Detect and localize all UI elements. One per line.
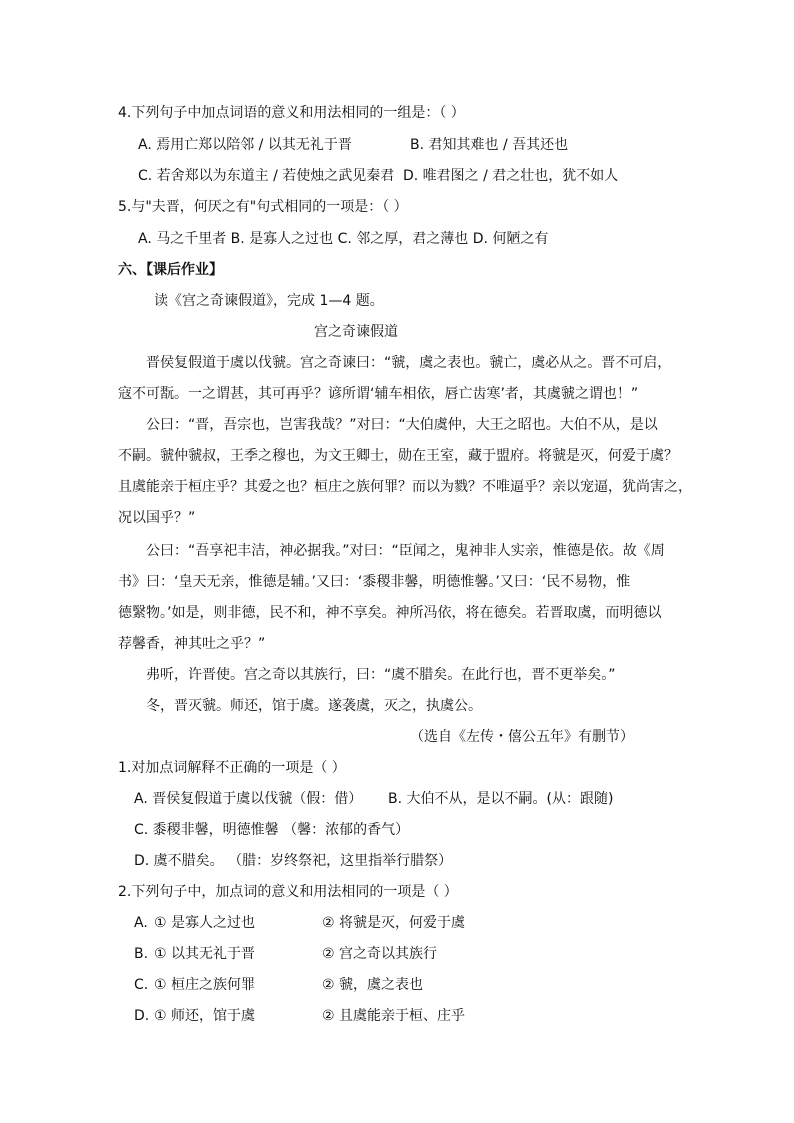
q5-stem: 5.与"夫晋，何厌之有"句式相同的一项是：（ ） — [118, 199, 408, 215]
passage-line: 且虞能亲于桓庄乎？其爱之也？桓庄之族何罪？而以为戮？不唯逼乎？亲以宠逼，犹尚害之， — [118, 479, 692, 495]
passage-line: 况以国乎？” — [118, 510, 196, 526]
q4-option-a: A. 焉用亡郑以陪邻 / 以其无礼于晋 — [138, 137, 352, 153]
passage-line: 寇不可翫。一之谓甚，其可再乎？谚所谓‘辅车相依，唇亡齿寒’者，其虞虢之谓也！” — [118, 386, 639, 402]
hw2-row-b: ② 将虢是灭，何爱于虞 — [322, 915, 466, 931]
hw2-row-a: ① 师还，馆于虞 — [154, 1008, 256, 1024]
hw2-row-label: B. — [134, 946, 149, 962]
hw2-row-a: ① 是寡人之过也 — [154, 915, 256, 931]
q4-option-c: C. 若舍郑以为东道主 / 若使烛之武见秦君 — [138, 168, 395, 184]
hw1-option-c: C. 黍稷非馨，明德惟馨 （馨：浓郁的香气） — [134, 822, 410, 838]
passage-line: 晋侯复假道于虞以伐虢。宫之奇谏曰：“虢，虞之表也。虢亡，虞必从之。晋不可启， — [146, 355, 672, 371]
passage-line: 弗听，许晋使。宫之奇以其族行，曰：“虞不腊矣。在此行也，晋不更举矣。” — [146, 667, 616, 683]
section-heading: 六、【课后作业】 — [118, 262, 223, 278]
passage-title: 宫之奇谏假道 — [314, 324, 398, 340]
passage-line: 冬，晋灭虢。师还，馆于虞。遂袭虞，灭之，执虞公。 — [146, 698, 482, 714]
hw1-option-b: B. 大伯不从，是以不嗣。(从：跟随) — [388, 791, 614, 807]
passage-line: 德繄物。’如是，则非德，民不和，神不享矣。神所冯依，将在德矣。若晋取虞，而明德以 — [118, 605, 662, 621]
q4-option-b: B. 君知其难也 / 吾其还也 — [410, 137, 569, 153]
hw2-row-a: ① 以其无礼于晋 — [154, 946, 256, 962]
passage-line: 公曰：“晋，吾宗也，岂害我哉？”对曰：“大伯虞仲，大王之昭也。大伯不从，是以 — [146, 417, 658, 433]
passage-line: 书》曰：‘皇天无亲，惟德是辅。’又曰：‘黍稷非馨，明德惟馨。’又曰：‘民不易物，惟 — [118, 574, 631, 590]
hw2-row-b: ② 且虞能亲于桓、庄乎 — [322, 1008, 466, 1024]
q5-options: A. 马之千里者 B. 是寡人之过也 C. 邻之厚，君之薄也 D. 何陋之有 — [138, 231, 549, 247]
hw1-option-d: D. 虞不腊矣。 （腊：岁终祭祀，这里指举行腊祭） — [134, 853, 453, 869]
hw2-row-label: A. — [134, 915, 148, 931]
hw2-row-b: ② 宫之奇以其族行 — [322, 946, 438, 962]
section-instruction: 读《宫之奇谏假道》，完成 1—4 题。 — [154, 293, 384, 309]
hw2-stem: 2.下列句子中，加点词的意义和用法相同的一项是（ ） — [118, 884, 458, 900]
passage-source: （选自《左传・僖公五年》有删节） — [410, 729, 634, 745]
q4-stem: 4.下列句子中加点词语的意义和用法相同的一组是：（ ） — [118, 105, 465, 121]
passage-line: 荐馨香，神其吐之乎？” — [118, 636, 266, 652]
hw2-row-b: ② 虢，虞之表也 — [322, 977, 424, 993]
hw2-row-label: D. — [134, 1008, 150, 1024]
hw1-stem: 1.对加点词解释不正确的一项是（ ） — [118, 760, 346, 776]
passage-line: 公曰：“吾享祀丰洁，神必据我。”对曰：“臣闻之，鬼神非人实亲，惟德是依。故《周 — [146, 543, 665, 559]
passage-line: 不嗣。虢仲虢叔，王季之穆也，为文王卿士，勋在王室，藏于盟府。将虢是灭，何爱于虞？ — [118, 448, 678, 464]
hw2-row-label: C. — [134, 977, 149, 993]
hw1-option-a: A. 晋侯复假道于虞以伐虢（假：借） — [134, 791, 363, 807]
q4-option-d: D. 唯君图之 / 君之壮也，犹不如人 — [403, 168, 619, 184]
hw2-row-a: ① 桓庄之族何罪 — [154, 977, 256, 993]
